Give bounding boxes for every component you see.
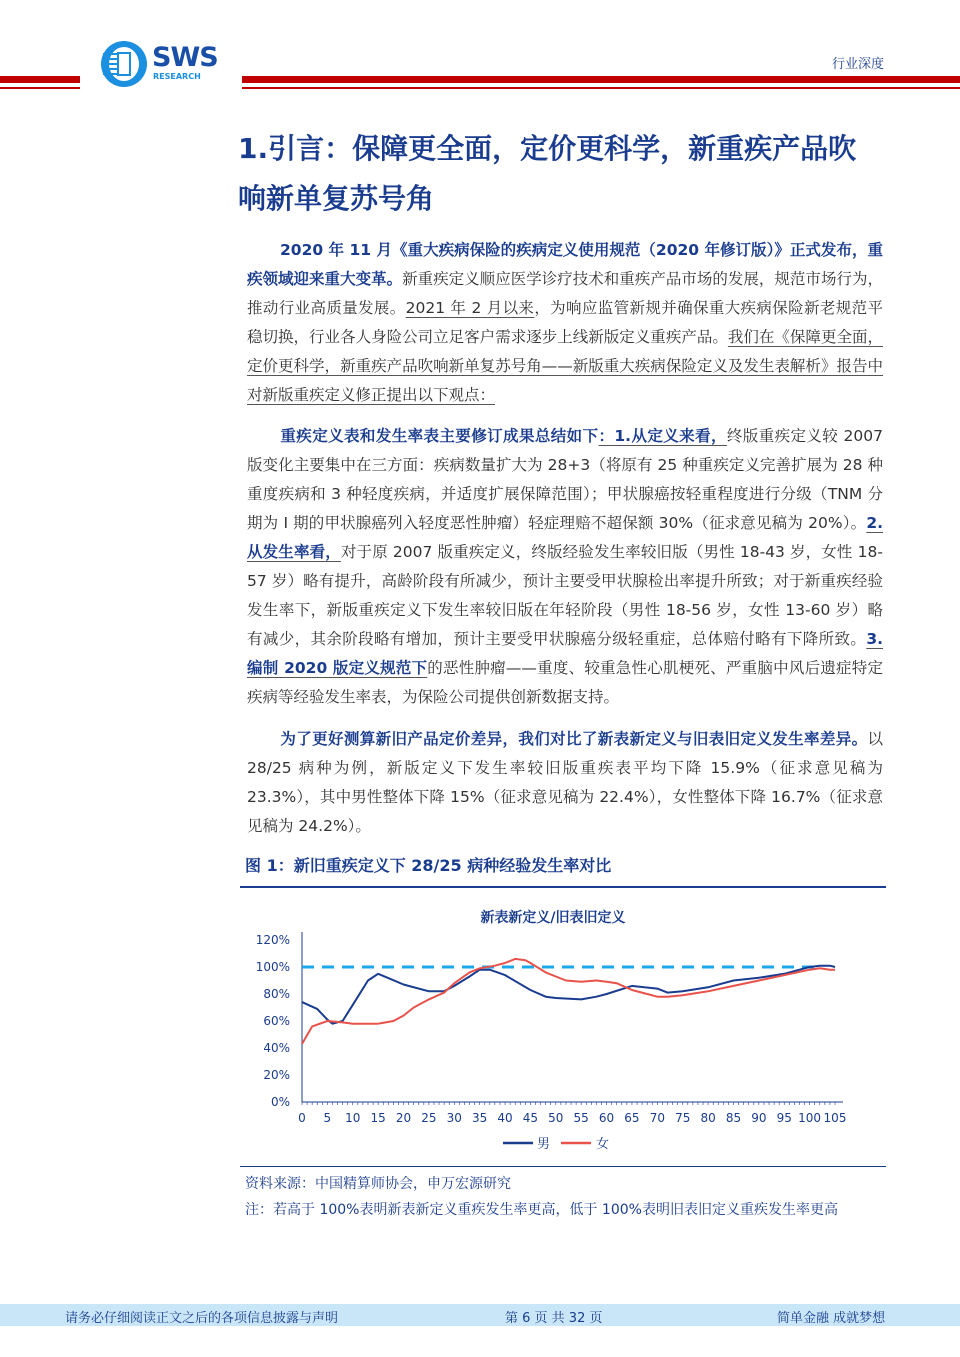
header-rule-right-thin <box>242 87 960 89</box>
paragraph-comparison <box>247 725 883 841</box>
comparison-text: 以 28/25 病种为例，新版定义下发生率较旧版重疾表平均下降 15.9%（征求意见稿为 23.3%），其中男性整体下降 15%（征求意见稿为 22.4%），女性整体下降 16.7%（征求意见稿为 24.2%）。 <box>247 730 883 835</box>
x-tick-label: 0 <box>298 1111 306 1125</box>
footer-slogan: 简单金融 成就梦想 <box>777 1311 886 1326</box>
page-footer <box>0 1304 960 1326</box>
intro-text: 新重疾定义顺应医学诊疗技术和重疾产品市场的发展，规范市场行为，推动行业高质量发展。 <box>247 270 883 317</box>
revisions-text2: 对于原 2007 版重疾定义，终版经验发生率较旧版（男性 18-43 岁，女性 18-57 岁）略有提升，高龄阶段有所减少，预计主要受甲状腺检出率提升所致；对于新重疾经验发生率下，新版重疾定义下发生率较旧版在年轻阶段（男性 18-56 岁，女性 13-60 岁）略有减少，其余阶段略有增加，预计主要受甲状腺癌分级轻重症，总体赔付略有下降所致。 <box>247 543 883 648</box>
x-tick-label: 90 <box>751 1111 767 1125</box>
intro-highlight: 2020 年 11 月《重大疾病保险的疾病定义使用规范（2020 年修订版）》正式发布，重疾领域迎来重大变革。 <box>247 241 883 288</box>
y-tick-label: 120% <box>255 933 290 947</box>
section-title-line1: 1.引言：保障更全面，定价更科学，新重疾产品吹 <box>238 132 857 165</box>
sws-logo <box>100 40 230 90</box>
paragraph-intro <box>247 236 883 410</box>
figure-top-rule <box>240 886 886 888</box>
revisions-heading: 重疾定义表和发生率表主要修订成果总结如下 <box>280 427 599 445</box>
x-tick-label: 10 <box>345 1111 361 1125</box>
header-rule-left-thin <box>0 87 80 89</box>
figure-title: 图 1：新旧重疾定义下 28/25 病种经验发生率对比 <box>245 856 612 875</box>
intro-date-underlined: 2021 年 2 月以来 <box>405 299 535 317</box>
x-tick-label: 15 <box>370 1111 386 1125</box>
y-tick-label: 20% <box>263 1068 290 1082</box>
x-tick-label: 100 <box>798 1111 822 1125</box>
figure-source: 资料来源：中国精算师协会，申万宏源研究 <box>245 1176 511 1192</box>
x-tick-label: 45 <box>522 1111 539 1125</box>
report-type-tag: 行业深度 <box>832 57 885 72</box>
legend-label-male: 男 <box>537 1137 551 1152</box>
section-title <box>238 124 898 224</box>
x-tick-label: 40 <box>497 1111 513 1125</box>
x-tick-label: 80 <box>700 1111 716 1125</box>
x-tick-label: 95 <box>776 1111 792 1125</box>
footer-disclaimer: 请务必仔细阅读正文之后的各项信息披露与声明 <box>65 1311 339 1326</box>
chart-legend <box>503 1137 609 1152</box>
revisions-text3: 的恶性肿瘤——重度、较重急性心肌梗死、严重脑中风后遗症特定疾病等经验发生率表，为保险公司提供创新数据支持。 <box>247 659 883 706</box>
x-tick-label: 65 <box>624 1111 640 1125</box>
series-line-female <box>302 959 835 1044</box>
logo-text: SWS <box>152 42 218 73</box>
x-tick-label: 85 <box>725 1111 742 1125</box>
paragraph-revisions <box>247 422 883 712</box>
x-tick-label: 50 <box>548 1111 564 1125</box>
series-line-male <box>302 966 835 1024</box>
section-title-line2: 响新单复苏号角 <box>238 182 435 215</box>
revisions-point3: 3.编制 2020 版定义规范下 <box>247 630 883 677</box>
incidence-ratio-chart <box>240 900 860 1160</box>
logo-subtext: RESEARCH <box>153 72 201 81</box>
legend-label-female: 女 <box>596 1137 610 1152</box>
x-tick-label: 30 <box>446 1111 462 1125</box>
revisions-point1: ：1.从定义来看， <box>598 427 727 445</box>
x-tick-label: 55 <box>573 1111 589 1125</box>
report-reference-link[interactable]: 我们在《保障更全面，定价更科学，新重疾产品吹响新单复苏号角——新版重大疾病保险定义及发生表解析》报告中对新版重疾定义修正提出以下观点： <box>247 328 883 404</box>
x-tick-label: 105 <box>823 1111 847 1125</box>
y-tick-label: 80% <box>263 987 290 1001</box>
chart-title: 新表新定义/旧表旧定义 <box>480 910 626 926</box>
revisions-point2: 2.从发生率看， <box>247 514 883 561</box>
y-tick-label: 60% <box>263 1014 290 1028</box>
x-tick-label: 25 <box>421 1111 437 1125</box>
x-tick-label: 75 <box>675 1111 691 1125</box>
revisions-text1: 终版重疾定义较 2007 版变化主要集中在三方面：疾病数量扩大为 28+3（将原有 25 种重疾定义完善扩展为 28 种重度疾病和 3 种轻度疾病，并适度扩展保障范围）；甲状腺癌按轻重程度进行分级（TNM 分期为 I 期的甲状腺癌列入轻度恶性肿瘤）轻症理赔不超保额 30%（征求意见稿为 20%）。 <box>247 427 883 532</box>
x-tick-label: 20 <box>395 1111 412 1125</box>
figure-note: 注：若高于 100%表明新表新定义重疾发生率更高，低于 100%表明旧表旧定义重疾发生率更高 <box>245 1202 838 1218</box>
y-tick-label: 0% <box>270 1095 290 1109</box>
x-tick-label: 35 <box>472 1111 488 1125</box>
header-rule-right-thick <box>242 76 960 83</box>
x-tick-label: 70 <box>649 1111 665 1125</box>
y-tick-label: 100% <box>255 960 290 974</box>
x-tick-label: 5 <box>323 1111 332 1125</box>
comparison-heading: 为了更好测算新旧产品定价差异，我们对比了新表新定义与旧表旧定义发生率差异。 <box>280 730 868 748</box>
x-tick-label: 60 <box>598 1111 615 1125</box>
footer-page-number: 第 6 页 共 32 页 <box>505 1311 603 1326</box>
figure-bottom-rule <box>240 1166 886 1167</box>
y-tick-label: 40% <box>263 1041 290 1055</box>
header-rule-left-thick <box>0 76 80 83</box>
intro-text-2: ，为响应监管新规并确保重大疾病保险新老规范平稳切换，行业各人身险公司立足客户需求逐步上线新版定义重疾产品。 <box>247 299 883 346</box>
